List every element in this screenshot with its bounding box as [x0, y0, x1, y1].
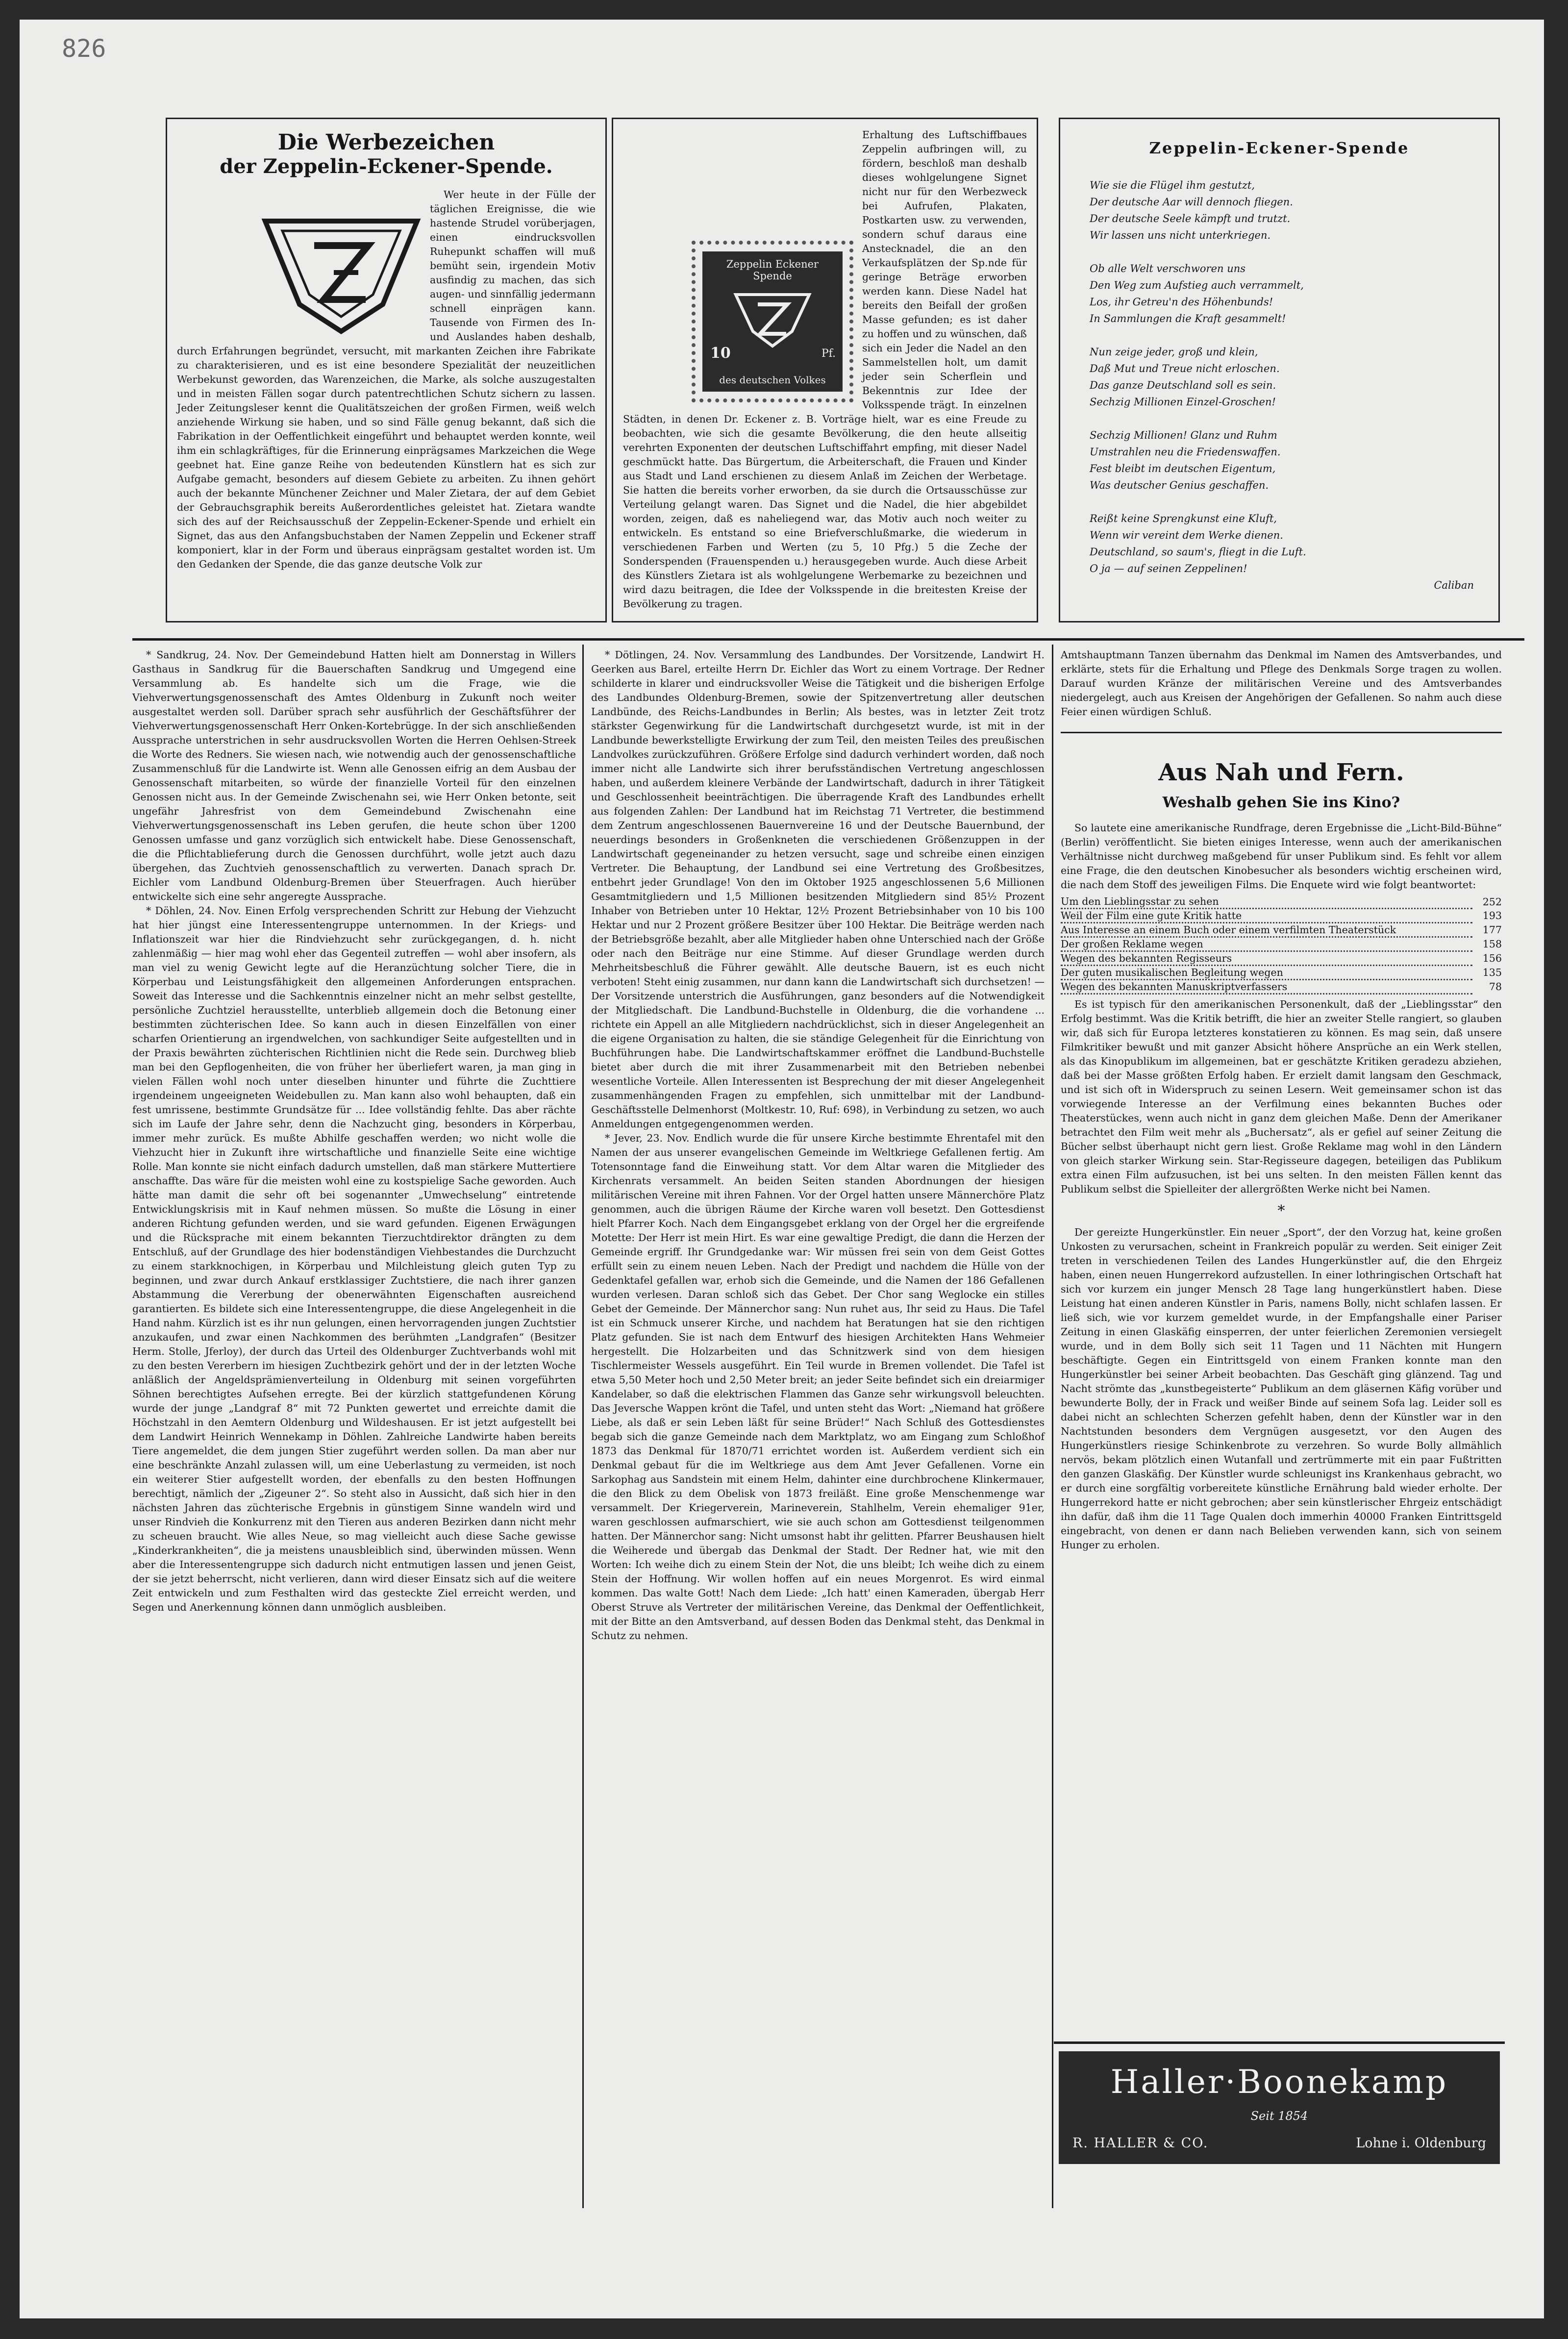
survey-value: 193 — [1482, 910, 1502, 921]
survey-value: 78 — [1489, 981, 1502, 993]
section-star: * — [1277, 1202, 1285, 1219]
poem-author: Caliban — [1434, 579, 1474, 591]
survey-value: 252 — [1482, 896, 1502, 908]
poem-line: Nun zeige jeder, groß und klein, — [1090, 346, 1258, 358]
poem-line: In Sammlungen die Kraft gesammelt! — [1090, 313, 1286, 324]
section-heading: Aus Nah und Fern. — [1158, 759, 1404, 786]
werbezeichen-text: Wer heute in der Fülle der täglichen Ereignisse, die wie hastende Strudel vorüberjagen, einen eindrucksvollen Ruhepunkt schaffen will muß bemüht sein, irgendein Motiv ausfindig zu machen, das sich augen- und sinnfällig jedermann schnell einprägen kann. Tausende von Firmen des In- und Auslandes haben deshalb, durch Erfahrungen begründet, versucht, mit markanten Zeichen ihre Fabrikate zu charakterisieren, und es ist eine besondere Spezialität der neuzeitlichen Werbekunst geworden, das Warenzeichen, die Marke, als solche auszugestalten und in meisten Fällen sogar durch patentrechtlichen Schutz sichern zu lassen. Jeder Zeitungsleser kennt die Qualitätszeichen der großen Firmen, weiß welch anziehende Wirkung sie haben, und so sind Fälle genug bekannt, daß sich die Fabrikation in der Oeffentlichkeit eingeführt und behauptet werden konnte, weil ihm ein schlagkräftiges, für die Erinnerung einprägsames Markzeichen die Wege geebnet hat. Eine ganze Reihe von bedeutenden Künstlern hat es sich zur Aufgabe gemacht, besonders auf diesem Gebiete zu arbeiten. Zu ihnen gehört auch der bekannte Münchener Zeichner und Maler Zietara, der auf dem Gebiet der Gebrauchsgraphik bereits Außerordentliches geleistet hat. Zietara wandte sich des auf der Reichsausschuß der Zeppelin-Eckener-Spende und erhielt ein Signet, das aus den Anfangsbuchstaben der Namen Zeppelin und Eckener straff komponiert, klar in der Form und überaus einprägsam gestaltet worden ist. Um den Gedanken der Spende, die das ganze deutsche Volk zur — [177, 189, 596, 570]
poem-stanza — [1090, 427, 1484, 494]
article-doetlingen: * Dötlingen, 24. Nov. Versammlung des Landbundes. Der Vorsitzende, Landwirt H. Geerken aus Barel, erteilte Herrn Dr. Eichler das Wort zu einem Vortrage. Der Redner schilderte in klarer und eindrucksvoller Weise die Tätigkeit und die bisherigen Erfolge des Landbundes Oldenburg-Bremen, sowie der Spitzenvertretung aller deutschen Landbünde, des Reichs-Landbundes in Berlin; Als bestes, was in letzter Zeit trotz stärkster Gegenwirkung für die Landwirtschaft durchgesetzt wurde, ist mit in der Landbunde bewerkstelligte Erwirkung der zum Teil, den meisten Teiles des preußischen Landvolkes zurückzuführen. Größere Erfolge sind dadurch verhindert worden, daß noch immer nicht alle Landwirte sich ihrer berufsständischen Vertretung angeschlossen haben, und außerdem kleinere Verbände der Landwirtschaft, dadurch in ihrer Tätigkeit und Geschlossenheit beeinträchtigen. Die überragende Kraft des Landbundes erhellt aus folgenden Zahlen: Der Landbund hat im Reichstag 71 Vertreter, die bestimmend dem Zentrum angeschlossenen Bauernvereine 16 und der Deutsche Bauernbund, der neuerdings besonders in Großenkneten die verschiedenen Größenzuppen in der Landwirtschaft gegeneinander zu hetzen versucht, sage und schreibe einen einzigen Vertreter. Die Behauptung, der Landbund sei eine Vertretung des Großbesitzes, entbehrt jeder Grundlage! Von den im Oktober 1925 angeschlossenen 5,6 Millionen Gesamtmitgliedern und 1,5 Millionen besitzenden Mitgliedern sind 85½ Prozent Inhaber von Betrieben unter 10 Hektar, 12½ Prozent Betriebsinhaber von 10 bis 100 Hektar und nur 2 Prozent größere Besitzer über 100 Hektar. Die Beiträge werden nach der Betriebsgröße bezahlt, aber alle Mitglieder haben ohne Unterschied nach der Größe oder nach den Beiträge nur eine Stimme. Auf dieser Grundlage werden durch Mehrheitsbeschluß die Führer gewählt. Alle deutsche Bauern, ist es euch nicht verboten! Steht einig zusammen, nur dann kann die Landwirtschaft sich durchsetzen! — Der Vorsitzende unterstrich die Ausführungen, ganz besonders auf die Notwendigkeit der Mitgliedschaft. Die Landbund-Buchstelle in Oldenburg, die die vorhandene ... richtete ein Appell an alle Mitgliedern nachdrücklichst, sich in dieser Angelegenheit an die eigene Organisation zu halten, die sie ständige Gelegenheit für die Einrichtung von Buchführungen habe. Die Landwirtschaftskammer eröffnet die Landbund-Buchstelle bietet aber durch die mit ihrer Zusammenarbeit mit den Betrieben nebenbei wesentliche Vorteile. Allen Interessenten ist Besprechung der mit dieser Angelegenheit zusammenhängenden Fragen zu empfehlen, sich unmittelbar mit der Landbund-Geschäftsstelle Delmenhorst (Moltkestr. 10, Ruf: 698), in Verbindung zu setzen, wo auch Anmeldungen entgegengenommen werden. — [591, 649, 1045, 1130]
nadel-article — [612, 118, 1038, 622]
stamp-bottom-text: des deutschen Volkes — [719, 374, 826, 386]
article-sandkrug: * Sandkrug, 24. Nov. Der Gemeindebund Hatten hielt am Donnerstag in Willers Gasthaus in Sandkrug für die Bauerschaften Sandkrug und Umgegend eine Versammlung ab. Es handelte sich um die Frage, wie die Viehverwertungsgenossenschaft des Amtes Oldenburg in Zukunft noch weiter ausgestaltet werden soll. Darüber sprach sehr ausführlich der Geschäftsführer der Viehverwertungsgenossenschaft Herr Onken-Kortebrügge. In der sich anschließenden Aussprache unterstrichen in sehr ausdrucksvollen Worten die Herren Oehlsen-Streek die Worte des Redners. Sie wiesen nach, wie notwendig auch der genossenschaftliche Zusammenschluß für die Landwirte ist. Wenn alle Genossen eifrig an dem Ausbau der Genossenschaft mitarbeiten, so würde der finanzielle Vorteil für den einzelnen Genossen nicht aus. In der Gemeinde Zwischenahn sei, wie Herr Onken betonte, seit ungefähr Jahresfrist von dem Gemeindebund Zwischenahn eine Viehverwertungsgenossenschaft ins Leben gerufen, die heute schon über 1200 Genossen umfasse und ganz vorzüglich sich entwickelt habe. Diese Genossenschaft, die die Pflichtablieferung durch die Genossen durchführt, wolle jetzt auch dazu übergehen, das Zuchtvieh genossenschaftlich zu verwerten. Danach sprach Dr. Eichler vom Landbund Oldenburg-Bremen über Steuerfragen. Auch hierüber entwickelte sich eine sehr angeregte Aussprache. — [132, 649, 576, 902]
survey-value: 177 — [1482, 924, 1502, 936]
top-divider — [132, 638, 1524, 641]
column-divider — [1052, 645, 1053, 2208]
survey-label: Wegen des bekannten Manuskriptverfassers — [1061, 980, 1472, 994]
poem-line: Wenn wir vereint dem Werke dienen. — [1090, 529, 1283, 541]
ze-logo-icon — [260, 192, 422, 334]
poem-line: Wir lassen uns nicht unterkriegen. — [1090, 229, 1271, 241]
stamp-mid-text: Spende — [753, 270, 792, 282]
kino-text-2 — [1061, 997, 1502, 1196]
werbezeichen-article — [166, 118, 607, 622]
table-row — [1061, 923, 1502, 937]
poem-line: Wie sie die Flügel ihm gestutzt, — [1090, 179, 1255, 191]
kino-paragraph: So lautete eine amerikanische Rundfrage, deren Ergebnisse die „Licht-Bild-Bühne“ (Berlin) veröffentlicht. Sie bieten einiges Interesse, wenn auch der amerikanischen Verhältnisse nicht durchweg maßgebend für unser Publikum sind. Es fehlt vor allem eine Frage, die den deutschen Kinobesucher als besonders wichtig erscheinen wird, die nach dem Stoff des jeweiligen Films. Die Enquete wird wie folgt beantwortet: — [1061, 822, 1502, 891]
stamp-face — [702, 251, 843, 392]
jever-continuation: Amtshauptmann Tanzen übernahm das Denkmal im Namen des Amtsverbandes, und erklärte, stets für die Erhaltung und Pflege des Denkmals Sorge tragen zu wollen. Darauf wurden Kränze der militärischen Vereine und des Amtsverbandes niedergelegt, auch aus Kreisen der Angehörigen der Gefallenen. So nahm auch diese Feier einen würdigen Schluß. — [1061, 649, 1502, 718]
ad-divider — [1054, 2041, 1505, 2044]
table-row — [1061, 966, 1502, 980]
survey-value: 135 — [1482, 967, 1502, 978]
poem-stanza — [1090, 260, 1484, 327]
poem-line: Los, ihr Getreu'n des Höhenbunds! — [1090, 296, 1273, 308]
ze-logo — [260, 192, 422, 334]
table-row — [1061, 951, 1502, 966]
nadel-text: Erhaltung des Luftschiffbaues Zeppelin aufbringen will, zu fördern, beschloß man deshalb dieses wohlgelungene Signet nicht nur für den Werbezweck bei Aufrufen, Plakaten, Postkarten usw. zu verwenden, sondern schuf daraus eine Anstecknadel, die an den Verkaufsplätzen der Sp.nde für geringe Beträge erworben werden kann. Diese Nadel hat bereits den Beifall der großen Masse gefunden; es ist daher zu hoffen und zu wünschen, daß sich ein Jeder die Nadel an den Sammelstellen holt, um damit jeder sein Scherflein und Bekenntnis zur Idee der Volksspende trägt. In einzelnen Städten, in denen Dr. Eckener z. B. Vorträge hielt, war es eine Freude zu beobachten, wie sich die gesamte Bevölkerung, die den heute allseitig verehrten Exponenten der deutschen Luftschiffahrt empfing, mit dieser Nadel geschmückt hatte. Das Bürgertum, die Arbeiterschaft, die Frauen und Kinder aus Stadt und Land erschienen zu diesem Anlaß im Zeichen der Werbetage. Sie hatten die bereits vorher erworben, da sie durch die Ortsausschüsse zur Verteilung gelangt waren. Das Signet und die Nadel, die hier abgebildet worden, zeigen, daß es naheliegend war, das Motiv auch noch weiter zu entwickeln. Es entstand so eine Briefverschlußmarke, die wiederum in verschiedenen Farben und Werten (zu 5, 10 Pfg.) 5 die Zeche der Sonderspenden (Frauenspenden u.) herausgegeben wurde. Auch diese Arbeit des Künstlers Zietara ist als wohlgelungene Werbemarke zu bezeichnen und wird dazu beitragen, die Idee der Volksspende in die breitesten Kreise der Bevölkerung zu tragen. — [623, 129, 1027, 610]
stamp — [692, 241, 853, 402]
ad-title: Haller·Boonekamp — [1110, 2063, 1448, 2101]
column-1 — [132, 648, 576, 2207]
poem-line: Der deutsche Seele kämpft und trutzt. — [1090, 213, 1291, 224]
poem-line: Ob alle Welt verschworen uns — [1090, 263, 1246, 274]
kino-paragraph-2: Es ist typisch für den amerikanischen Personenkult, daß der „Lieblingsstar“ den Erfolg bestimmt. Was die Kritik betrifft, die hier an zweiter Stelle rangiert, so glauben wir, daß sich für Europa letzteres konstatieren zu können. Es mag sein, daß unsere Filmkritiker bewußt und mit ganzer Absicht höhere Ansprüche an ein Werk stellen, als das Kinopublikum im allgemeinen, bat er geschätzte Kritiken geradezu abziehen, daß bei der Masse größten Erfolg haben. Er erzielt damit langsam den Geschmack, und ist sich oft in Widerspruch zu seinen Lesern. Weit gemeinsamer schon ist das vorwiegende Interesse an der Verfilmung eines bekannten Buches oder Theaterstückes, wenn auch nicht in ganz dem gleichen Maße. Denn der Amerikaner betrachtet den Film weit mehr als „Buchersatz“, als er gefiel auf seiner Zeitung die Bücher selbst überhaupt nicht gern liest. Große Reklame mag wohl in den Ländern von gleich starker Wirkung sein. Star-Regisseure dagegen, beteiligen das Publikum extra einen Film aufzusuchen, ist bei uns selten. In den meisten Fällen kennt das Publikum selbst die Spielleiter der allergrößten Werke nicht bei Namen. — [1061, 998, 1502, 1195]
survey-value: 156 — [1482, 952, 1502, 964]
poem-line: Daß Mut und Treue nicht erloschen. — [1090, 363, 1280, 374]
poem-box — [1059, 118, 1500, 622]
survey-label: Wegen des bekannten Regisseurs — [1061, 951, 1472, 966]
poem-body — [1075, 177, 1484, 594]
poem-line: Sechzig Millionen! Glanz und Ruhm — [1090, 429, 1277, 441]
section-divider — [1061, 732, 1502, 733]
table-row — [1061, 937, 1502, 951]
werbezeichen-title-line2: der Zeppelin-Eckener-Spende. — [220, 155, 553, 178]
ad-location: Lohne i. Oldenburg — [1356, 2136, 1486, 2151]
table-row — [1061, 980, 1502, 994]
kino-text — [1061, 821, 1502, 892]
table-row — [1061, 895, 1502, 909]
survey-label: Um den Lieblingsstar zu sehen — [1061, 895, 1472, 909]
ad-since: Seit 1854 — [1250, 2109, 1308, 2123]
column-3 — [1061, 648, 1502, 2040]
kino-heading: Weshalb gehen Sie ins Kino? — [1162, 794, 1400, 811]
survey-value: 158 — [1482, 938, 1502, 950]
stamp-ze-icon — [733, 285, 812, 348]
haller-boonekamp-ad — [1059, 2051, 1500, 2164]
stamp-value: 10 — [710, 345, 731, 362]
poem-heading: Zeppelin-Eckener-Spende — [1149, 139, 1410, 157]
poem-line: O ja — auf seinen Zeppelinen! — [1090, 563, 1247, 574]
article-jever: * Jever, 23. Nov. Endlich wurde die für unsere Kirche bestimmte Ehrentafel mit den Namen der aus unserer evangelischen Gemeinde im Weltkriege Gefallenen fertig. Am Totensonntage fand die Einweihung statt. Vor dem Altar waren die Mitglieder des Kirchenrats versammelt. An beiden Seiten standen Abordnungen der hiesigen militärischen Vereine mit ihren Fahnen. Vor der Orgel hatten unsere Männerchöre Platz genommen, auch die übrigen Räume der Kirche waren voll besetzt. Den Gottesdienst hielt Pfarrer Koch. Nach dem Eingangsgebet erklang von der Orgel her die ergreifende Motette: Der Herr ist mein Hirt. Es war eine gewaltige Predigt, die dann die Herzen der Gemeinde ergriff. Ihr Grundgedanke war: Wir müssen frei sein von dem Geist Gottes erfüllt sein zu einem neuen Leben. Nach der Predigt und nachdem die Hülle von der Gedenktafel gefallen war, erhob sich die Gemeinde, und die Namen der 186 Gefallenen wurden verlesen. Daran schloß sich das Gebet. Der Chor sang Weglocke ein stilles Gebet der Gemeinde. Der Männerchor sang: Nun ruhet aus, Ihr seid zu Haus. Die Tafel ist ein Schmuck unserer Kirche, und nachdem hat Beratungen hat sie den richtigen Platz gefunden. Sie ist nach dem Entwurf des hiesigen Architekten Hans Wehmeier hergestellt. Die Holzarbeiten und das Schnitzwerk sind von dem hiesigen Tischlermeister Wessels ausgeführt. Ein Teil wurde in Bremen vollendet. Die Tafel ist etwa 5,50 Meter hoch und 2,50 Meter breit; an jeder Seite befindet sich ein dreiarmiger Kandelaber, so daß die elektrischen Flammen das Ganze sehr wirkungsvoll beleuchten. Das Jeversche Wappen krönt die Tafel, und unten steht das Wort: „Niemand hat größere Liebe, als daß er sein Leben läßt für seine Brüder!“ Nach Schluß des Gottesdienstes begab sich die ganze Gemeinde nach dem Marktplatz, wo am Eingang zum Schloßhof 1873 das Denkmal für 1870/71 errichtet worden ist. Außerdem verdient sich ein Denkmal gebaut für die im Weltkriege aus dem Amt Jever Gefallenen. Vorne ein Sarkophag aus Sandstein mit einem Helm, dahinter eine durchbrochene Klinkermauer, die den Blick zu dem Obelisk von 1873 freiläßt. Eine große Menschenmenge war versammelt. Der Kriegerverein, Marineverein, Stahlhelm, Verein ehemaliger 91er, waren geschlossen aufmarschiert, wie sie auch schon am Gottesdienst teilgenommen hatten. Der Männerchor sang: Nicht umsonst habt ihr gelitten. Pfarrer Beushausen hielt die Weiherede und übergab das Denkmal der Stadt. Der Redner hat, wie mit den Worten: Ich weihe dich zu einem Stein der Not, die uns bleibt; Ich weihe dich zu einem Stein der Hoffnung. Wir wollen hoffen auf ein neues Morgenrot. Es wird einmal kommen. Das walte Gott! Nach dem Liede: „Ich hatt' einen Kameraden, übergab Herr Oberst Struve als Vertreter der militärischen Vereine, das Denkmal der Oeffentlichkeit, mit der Bitte an den Amtsverband, auf dessen Boden das Denkmal steht, das Denkmal in Schutz zu nehmen. — [591, 1132, 1045, 1642]
hunger-text — [1061, 1225, 1502, 1552]
poem-stanza — [1090, 177, 1484, 244]
survey-label: Der guten musikalischen Begleitung wegen — [1061, 966, 1472, 980]
poem-line: Das ganze Deutschland soll es sein. — [1090, 379, 1276, 391]
werbezeichen-title-line1: Die Werbezeichen — [277, 130, 495, 155]
poem-line: Fest bleibt im deutschen Eigentum, — [1090, 463, 1276, 474]
poem-line: Deutschland, so saum's, fliegt in die Luft. — [1090, 546, 1306, 558]
survey-label: Aus Interesse an einem Buch oder einem verfilmten Theaterstück — [1061, 923, 1472, 937]
column-2 — [591, 648, 1045, 2207]
table-row — [1061, 909, 1502, 923]
stamp-top-text: Zeppelin Eckener — [726, 258, 819, 270]
stamp-unit: Pf. — [821, 348, 836, 360]
hunger-paragraph: Der gereizte Hungerkünstler. Ein neuer „Sport“, der den Vorzug hat, keine großen Unkosten zu verursachen, scheint in Frankreich populär zu werden. Seit einiger Zeit treten in verschiedenen Teilen des Landes Hungerkünstler auf, die den Ehrgeiz haben, einen neuen Hungerrekord aufzustellen. In einer lothringischen Ortschaft hat sich vor kurzem ein junger Mensch 28 Tage lang hungerkünstlert haben. Diese Leistung hat einen anderen Künstler in Paris, namens Bolly, nicht schlafen lassen. Er ließ sich, wie vor kurzem gemeldet wurde, in der Empfangshalle einer Pariser Zeitung in einen Glaskäfig einsperren, der unter feierlichen Zeremonien versiegelt wurde, und in dem Bolly sich seit 11 Tagen und 11 Nächten mit Hungern beschäftigte. Gegen ein Eintrittsgeld von einem Franken konnte man den Hungerkünstler bei seiner Arbeit beobachten. Das Geschäft ging glänzend. Tag und Nacht strömte das „kunstbegeisterte“ Publikum an dem gläsernen Käfig vorüber und bewunderte Bolly, der in Frack und weißer Binde auf seinem Sofa lag. Leider soll es dabei nicht an schlechten Scherzen gefehlt haben, denn der Künstler war in den Nachtstunden besonders dem Vergnügen ausgesetzt, vor den Augen des Hungerkünstlers riesige Schinkenbrote zu verzehren. So wurde Bolly allmählich nervös, bekam plötzlich einen Wutanfall und zertrümmerte mit ein paar Fußtritten den ganzen Glaskäfig. Der Künstler wurde schleunigst ins Krankenhaus gebracht, wo er durch eine sorgfältig vorbereitete künstliche Ernährung bald wieder erholte. Der Hungerrekord hatte er nicht gebrochen; aber sein künstlerischer Ehrgeiz entschädigt ihn dafür, daß ihm die 11 Tage Qualen doch immerhin 40000 Franken Eintrittsgeld eingebracht, von denen er dann nach Belieben verwenden kann, sich von seinem Hunger zu erholen. — [1061, 1226, 1502, 1551]
survey-label: Der großen Reklame wegen — [1061, 937, 1472, 951]
column-divider — [582, 645, 584, 2208]
poem-line: Der deutsche Aar will dennoch fliegen. — [1090, 196, 1293, 208]
kino-survey-table — [1061, 895, 1502, 995]
poem-stanza — [1090, 344, 1484, 410]
poem-line: Den Weg zum Aufstieg auch verrammelt, — [1090, 279, 1304, 291]
page-number: 826 — [62, 34, 106, 63]
article-doehlen: * Döhlen, 24. Nov. Einen Erfolg versprechenden Schritt zur Hebung der Viehzucht hat hier jüngst eine Interessentengruppe unternommen. In der Kriegs- und Inflationszeit war hier die Rindviehzucht sehr zurückgegangen, d. h. nicht zahlenmäßig — hier mag wohl eher das Gegenteil zutreffen — wohl aber insofern, als man viel zu wenig Gewicht legte auf die Heranzüchtung solcher Tiere, die in Körperbau und Leistungsfähigkeit den allgemeinen Anforderungen entsprachen. Soweit das Interesse und die Sachkenntnis einzelner nicht an mehr selbst gestellte, persönliche Zuchtziel herausstellte, unterblieb allgemein doch die Betonung einer bestimmten züchterischen Idee. So kann auch in diesen Einzelfällen von einer scharfen Orientierung an irgendwelchen, von sachkundiger Seite aufgestellten und in der Praxis bewährten züchterischen Richtlinien nicht die Rede sein. Durchweg blieb man bei den Gepflogenheiten, die von früher her überliefert waren, ja man ging in vielen Fällen wohl noch unter dieselben hinunter und führte die Zuchttiere irgendeinem ungeeigneten Weidebullen zu. Man kann also wohl behaupten, daß ein fest umrissene, bestimmte Grundsätze für ... Idee vollständig fehlte. Das aber rächte sich im Laufe der Jahre sehr, denn die Nachzucht ging, besonders in Körperbau, immer mehr zurück. Es mußte Abhilfe geschaffen werden; wo nicht wolle die Viehzucht hier in Zukunft ihre wirtschaftliche und finanzielle Seite eine wichtige Rolle. Man konnte sie nicht einfach dadurch umstellen, daß man stärkere Muttertiere anschaffte. Das wäre für die meisten wohl eine zu kostspielige Sache geworden. Auch hätte man damit die sehr oft bei sogenannter „Umwechselung“ eintretende Entwicklungskrisis mit in Kauf nehmen müssen. So mußte die Lösung in einer anderen Richtung gefunden werden, und sie ward gefunden. Eigenen Erwägungen und die Rücksprache mit einem bekannten Tierzuchtdirektor drängten zu dem Entschluß, auf der Grundlage des hier bodenständigen Viehbestandes die Durchzucht zu einem starkknochigen, in Körperbau und Milchleistung gleich guten Typ zu beginnen, und zwar durch Ankauf erstklassiger Zuchtstiere, die nach ihrer ganzen Abstammung die Vererbung der obenerwähnten Eigenschaften ausreichend garantierten. Es bildete sich eine Interessentengruppe, die diese Angelegenheit in die Hand nahm. Kürzlich ist es ihr nun gelungen, einen hervorragenden jungen Zuchtstier anzukaufen, und zwar einen Nachkommen des berühmten „Landgrafen“ (Besitzer Herm. Stolle, Jferloy), der durch das Urteil des Oldenburger Zuchtverbands wohl mit zu den besten Vererbern im hiesigen Zuchtbezirk gehört und der in der letzten Woche anläßlich der Angeldsprämienverteilung in Oldenburg mit seinen vorgeführten Söhnen berechtigtes Aufsehen erregte. Bei der kürzlich stattgefundenen Körung wurde der junge „Landgraf 8“ mit 72 Punkten gewertet und erreichte damit die Höchstzahl in den Aemtern Oldenburg und Wildeshausen. Er ist jetzt aufgestellt bei dem Landwirt Heinrich Wennekamp in Döhlen. Zahlreiche Landwirte haben bereits Tiere angemeldet, die dem jungen Stier zugeführt werden sollen. Da man aber nur eine beschränkte Anzahl zulassen will, um eine Ueberlastung zu vermeiden, ist noch ein weiterer Stier aufgestellt worden, der ebenfalls zu den besten Hoffnungen berechtigt, nämlich der „Zigeuner 2“. So steht also in Aussicht, daß sich hier in den nächsten Jahren das züchterische Ergebnis in günstigem Sinne wandeln wird und unser Rindvieh die Konkurrenz mit den Tieren aus anderen Bezirken dann nicht mehr zu scheuen braucht. Wie alles Neue, so mag vielleicht auch diese Sache gewisse „Kinderkrankheiten“, die ja meistens unausbleiblich sind, überwinden müssen. Wenn aber die Interessentengruppe sich dadurch nicht entmutigen lassen und jenen Geist, der sie jetzt beherrscht, nicht verlieren, dann wird dieser Einsatz sich auf die weitere Zeit entwickeln und zum Festhalten wird das gesteckte Ziel erreicht werden, und Segen und Anerkennung können dann unmöglich ausbleiben. — [132, 905, 576, 1613]
survey-label: Weil der Film eine gute Kritik hatte — [1061, 909, 1472, 923]
newspaper-page — [20, 20, 1544, 2318]
poem-line: Sechzig Millionen Einzel-Groschen! — [1090, 396, 1276, 408]
poem-line: Umstrahlen neu die Friedenswaffen. — [1090, 446, 1281, 458]
poem-line: Was deutscher Genius geschaffen. — [1090, 479, 1269, 491]
poem-stanza — [1090, 510, 1484, 577]
ad-company: R. HALLER & CO. — [1072, 2136, 1209, 2151]
poem-line: Reißt keine Sprengkunst eine Kluft, — [1090, 513, 1277, 524]
